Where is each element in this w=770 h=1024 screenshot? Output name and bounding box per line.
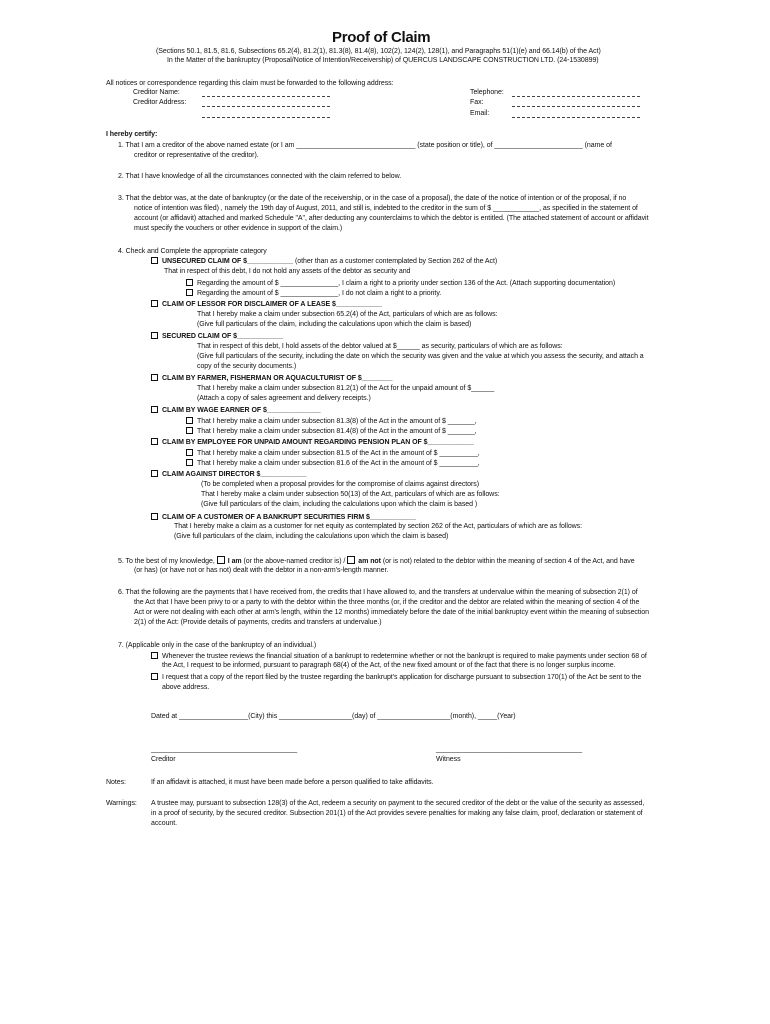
creditor-signature-line[interactable]: ______________________________________	[151, 746, 298, 753]
witness-signature-line[interactable]: ______________________________________	[436, 746, 583, 753]
trustee-review-checkbox[interactable]	[151, 652, 158, 659]
creditor-name-label: Creditor Name:	[133, 89, 180, 96]
lessor-claim-text-1: That I hereby make a claim under subsection 65.2(4) of the Act, particulars of which are as follows:	[197, 311, 498, 318]
paragraph-4: 4. Check and Complete the appropriate category	[118, 248, 267, 255]
priority-text: Regarding the amount of $ _______________, I claim a right to a priority under section 136 of the Act. (Attach supporting documentation)	[197, 280, 616, 287]
wage-claim-label: CLAIM BY WAGE EARNER OF $______________	[162, 407, 321, 414]
paragraph-6-cont-3: 2(1) of the Act: (Provide details of payments, credits and transfers at undervalue.)	[134, 619, 382, 626]
warnings-text-1: A trustee may, pursuant to subsection 128(3) of the Act, redeem a security on payment to the secured creditor of the debt or the value of the security as assessed,	[151, 800, 645, 807]
notices-text: All notices or correspondence regarding this claim must be forwarded to the following address:	[106, 80, 394, 87]
pension-claim-label: CLAIM BY EMPLOYEE FOR UNPAID AMOUNT REGARDING PENSION PLAN OF $____________	[162, 439, 474, 446]
paragraph-5-rest: (or is not) related to the debtor within the meaning of section 4 of the Act, and have	[380, 558, 635, 565]
creditor-address-label: Creditor Address:	[133, 99, 187, 106]
paragraph-5-cont: (or has) (or have not or has not) dealt with the debtor in a non-arm's-length manner.	[134, 567, 389, 574]
wage-813-text: That I hereby make a claim under subsection 81.3(8) of the Act in the amount of $ _______,	[197, 418, 477, 425]
lessor-claim-row	[151, 300, 382, 309]
director-claim-text-1: (To be completed when a proposal provides for the compromise of claims against directors)	[201, 481, 480, 488]
unsecured-no-priority-row	[186, 289, 441, 298]
witness-label: Witness	[436, 756, 461, 763]
secured-claim-text-1: That in respect of this debt, I hold assets of the debtor valued at $______ as security, particulars of which are as follows:	[197, 343, 563, 350]
warnings-text-2: in a proof of security, by the secured creditor. Subsection 201(1) of the Act provides severe penalties for making any false claim, proof, declaration or statement of	[151, 810, 643, 817]
director-claim-label: CLAIM AGAINST DIRECTOR $____________	[162, 471, 307, 478]
wage-814-checkbox[interactable]	[186, 427, 193, 434]
paragraph-7: 7. (Applicable only in the case of the bankruptcy of an individual.)	[118, 642, 317, 649]
wage-claim-row	[151, 406, 321, 415]
unsecured-claim-checkbox[interactable]	[151, 257, 158, 264]
paragraph-3-cont-3: must specify the vouchers or other evidence in support of the claim.)	[134, 225, 343, 232]
page-title: Proof of Claim	[332, 29, 431, 46]
wage-813-checkbox[interactable]	[186, 417, 193, 424]
paragraph-7b	[151, 673, 641, 682]
paragraph-5-intro: 5. To the best of my knowledge,	[118, 558, 215, 565]
email-field[interactable]	[512, 117, 640, 118]
paragraph-6-cont-1: the Act that I have been privy to or a party to with the debtor within the three months (or, if the creditor and the debtor are related within the meaning of section 4 of the	[134, 599, 640, 606]
subtitle-sections: (Sections 50.1, 81.5, 81.6, Subsections 65.2(4), 81.2(1), 81.3(8), 81.4(8), 102(2), 124(2), 128(1), and Paragraphs 51(1)(e) and 66.14(b) of the Act)	[156, 48, 601, 55]
paragraph-1: 1. That I am a creditor of the above named estate (or I am _______________________________ (state position or title), of _______________________ (name of	[118, 142, 612, 149]
am-not-label: am not	[358, 558, 381, 565]
paragraph-6-cont-2: Act or were not dealing with each other at arm's length, within the 12 months) immediately before the date of the initial bankruptcy event within the meaning of subsection	[134, 609, 649, 616]
customer-claim-checkbox[interactable]	[151, 513, 158, 520]
discharge-report-text: I request that a copy of the report filed by the trustee regarding the bankrupt's application for discharge pursuant to subsection 170(1) of the Act be sent to the	[162, 674, 642, 681]
paragraph-3-cont-2: account (or affidavit) attached and marked Schedule "A", after deducting any counterclaims to which the debtor is entitled. (The attached statement of account or affidavit	[134, 215, 649, 222]
creditor-address-field-1[interactable]	[202, 106, 330, 107]
secured-claim-checkbox[interactable]	[151, 332, 158, 339]
no-priority-text: Regarding the amount of $ _______________, I do not claim a right to a priority.	[197, 290, 442, 297]
dated-line[interactable]: Dated at __________________(City) this ___________________(day) of ___________________(month), _____(Year)	[151, 713, 516, 720]
pension-815-text: That I hereby make a claim under subsection 81.5 of the Act in the amount of $ __________,	[197, 450, 480, 457]
paragraph-7a-cont: the Act, I request to be informed, pursuant to paragraph 68(4) of the Act, of the new fixed amount or of the fact that there is no longer surplus income.	[162, 662, 616, 669]
priority-checkbox[interactable]	[186, 279, 193, 286]
customer-claim-row	[151, 513, 416, 522]
unsecured-claim-text: That in respect of this debt, I do not hold any assets of the debtor as security and	[164, 268, 411, 275]
secured-claim-row	[151, 332, 283, 341]
pension-claim-row-2	[186, 459, 480, 468]
lessor-claim-text-2: (Give full particulars of the claim, including the calculations upon which the claim is based)	[197, 321, 472, 328]
creditor-name-field[interactable]	[202, 96, 330, 97]
paragraph-2: 2. That I have knowledge of all the circumstances connected with the claim referred to below.	[118, 173, 402, 180]
director-claim-text-2: That I hereby make a claim under subsection 50(13) of the Act, particulars of which are as follows:	[201, 491, 500, 498]
customer-claim-label: CLAIM OF A CUSTOMER OF A BANKRUPT SECURITIES FIRM $____________	[162, 514, 416, 521]
discharge-report-checkbox[interactable]	[151, 673, 158, 680]
subtitle-matter: In the Matter of the bankruptcy (Proposal/Notice of Intention/Receivership) of QUERCUS LANDSCAPE CONSTRUCTION LTD. (24-1530899)	[167, 57, 599, 64]
director-claim-row	[151, 470, 306, 479]
fax-field[interactable]	[512, 106, 640, 107]
paragraph-7a	[151, 652, 647, 661]
pension-claim-checkbox[interactable]	[151, 438, 158, 445]
creditor-address-field-2[interactable]	[202, 117, 330, 118]
director-claim-checkbox[interactable]	[151, 470, 158, 477]
paragraph-3: 3. That the debtor was, at the date of bankruptcy (or the date of the receivership, or in the case of a proposal), the date of the notice of intention or of the proposal, if no	[118, 195, 627, 202]
paragraph-1-cont: creditor or representative of the creditor).	[134, 152, 259, 159]
am-not-checkbox[interactable]	[347, 556, 355, 564]
unsecured-claim-label: UNSECURED CLAIM OF $____________	[162, 258, 294, 265]
farmer-claim-row	[151, 374, 392, 383]
creditor-label: Creditor	[151, 756, 176, 763]
unsecured-priority-row	[186, 279, 615, 288]
wage-claim-row-1	[186, 417, 477, 426]
secured-claim-label: SECURED CLAIM OF $____________	[162, 333, 284, 340]
pension-816-text: That I hereby make a claim under subsection 81.6 of the Act in the amount of $ __________,	[197, 460, 480, 467]
director-claim-text-3: (Give full particulars of the claim, including the calculations upon which the claim is based )	[201, 501, 478, 508]
farmer-claim-text-2: (Attach a copy of sales agreement and delivery receipts.)	[197, 395, 371, 402]
pension-claim-row	[151, 438, 474, 447]
paragraph-5	[118, 556, 635, 566]
unsecured-claim-note: (other than as a customer contemplated by Section 262 of the Act)	[293, 258, 498, 265]
wage-814-text: That I hereby make a claim under subsection 81.4(8) of the Act in the amount of $ _______,	[197, 428, 477, 435]
certify-heading: I hereby certify:	[106, 131, 158, 138]
pension-815-checkbox[interactable]	[186, 449, 193, 456]
wage-claim-checkbox[interactable]	[151, 406, 158, 413]
trustee-review-text: Whenever the trustee reviews the financial situation of a bankrupt to redetermine whether or not the bankrupt is required to make payments under section 68 of	[162, 653, 647, 660]
farmer-claim-text-1: That I hereby make a claim under subsection 81.2(1) of the Act for the unpaid amount of $______	[197, 385, 495, 392]
unsecured-claim-row	[151, 257, 497, 266]
customer-claim-text-1: That I hereby make a claim as a customer for net equity as contemplated by section 262 of the Act, particulars of which are as follows:	[174, 523, 583, 530]
i-am-label: I am	[227, 558, 242, 565]
wage-claim-row-2	[186, 427, 477, 436]
farmer-claim-checkbox[interactable]	[151, 374, 158, 381]
notes-label: Notes:	[106, 779, 126, 786]
secured-claim-text-2: (Give full particulars of the security, including the date on which the security was given and the value at which you assess the security, and attach a	[197, 353, 644, 360]
email-label: Email:	[470, 110, 490, 117]
warnings-label: Warnings:	[106, 800, 137, 807]
no-priority-checkbox[interactable]	[186, 289, 193, 296]
paragraph-3-cont-1: notice of intention was filed) , namely the 19th day of August, 2011, and still is, indebted to the creditor in the sum of $ ____________, as specified in the statement of	[134, 205, 638, 212]
telephone-field[interactable]	[512, 96, 640, 97]
customer-claim-text-2: (Give full particulars of the claim, including the calculations upon which the claim is based)	[174, 533, 449, 540]
secured-claim-text-3: copy of the security documents.)	[197, 363, 297, 370]
fax-label: Fax:	[470, 99, 484, 106]
pension-claim-row-1	[186, 449, 480, 458]
paragraph-6: 6. That the following are the payments that I have received from, the credits that I have allowed to, and the transfers at undervalue within the meaning of subsection 2(1) of	[118, 589, 638, 596]
lessor-claim-label: CLAIM OF LESSOR FOR DISCLAIMER OF A LEASE $____________	[162, 301, 383, 308]
i-am-checkbox[interactable]	[217, 556, 225, 564]
notes-text: If an affidavit is attached, it must have been made before a person qualified to take affidavits.	[151, 779, 434, 786]
lessor-claim-checkbox[interactable]	[151, 300, 158, 307]
pension-816-checkbox[interactable]	[186, 459, 193, 466]
farmer-claim-label: CLAIM BY FARMER, FISHERMAN OR AQUACULTURIST OF $________	[162, 375, 393, 382]
paragraph-7b-cont: above address.	[162, 684, 210, 691]
warnings-text-3: account.	[151, 820, 178, 827]
paragraph-5-mid: (or the above-named creditor is) /	[241, 558, 346, 565]
telephone-label: Telephone:	[470, 89, 504, 96]
